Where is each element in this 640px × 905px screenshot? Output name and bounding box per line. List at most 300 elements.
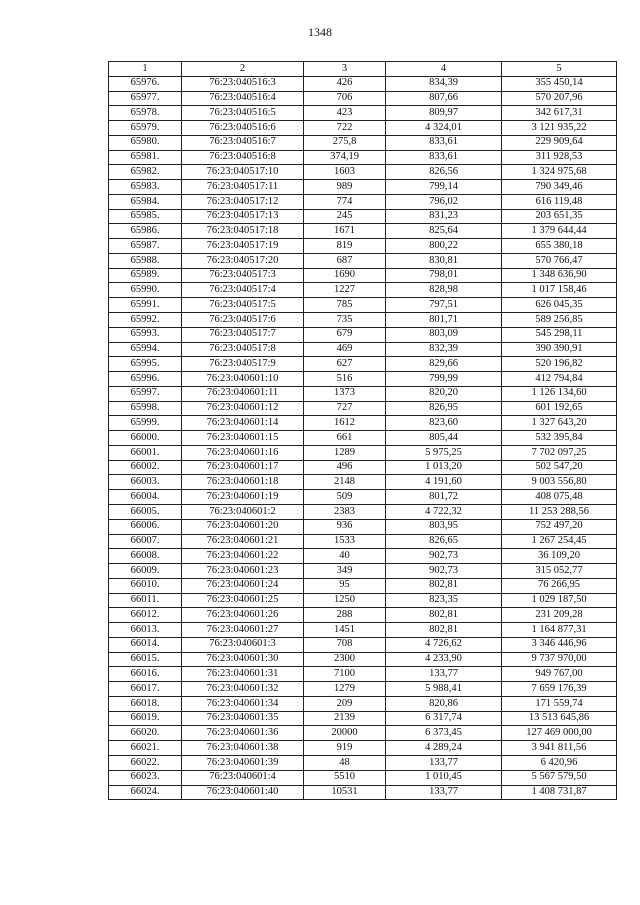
value-cell: 203 651,35 bbox=[502, 209, 617, 224]
value-cell: 3 121 935,22 bbox=[502, 121, 617, 136]
cadastral-number-cell: 76:23:040601:22 bbox=[182, 549, 304, 564]
value-cell: 3 346 446,96 bbox=[502, 637, 617, 652]
cadastral-number-cell: 76:23:040601:19 bbox=[182, 490, 304, 505]
row-number-cell: 66013. bbox=[109, 623, 182, 638]
area-cell: 735 bbox=[304, 313, 386, 328]
row-number-cell: 65988. bbox=[109, 253, 182, 268]
row-number-cell: 65979. bbox=[109, 121, 182, 136]
value-cell: 408 075,48 bbox=[502, 490, 617, 505]
value-cell: 655 380,18 bbox=[502, 239, 617, 254]
cadastral-number-cell: 76:23:040517:8 bbox=[182, 342, 304, 357]
row-number-cell: 66021. bbox=[109, 741, 182, 756]
rate-cell: 825,64 bbox=[386, 224, 502, 239]
row-number-cell: 65980. bbox=[109, 135, 182, 150]
cadastral-number-cell: 76:23:040516:3 bbox=[182, 76, 304, 91]
table-row bbox=[109, 785, 617, 800]
cadastral-number-cell: 76:23:040601:18 bbox=[182, 475, 304, 490]
value-cell: 6 420,96 bbox=[502, 755, 617, 770]
area-cell: 679 bbox=[304, 327, 386, 342]
row-number-cell: 65999. bbox=[109, 416, 182, 431]
rate-cell: 1 010,45 bbox=[386, 770, 502, 785]
value-cell: 5 567 579,50 bbox=[502, 770, 617, 785]
value-cell: 76 266,95 bbox=[502, 578, 617, 593]
area-cell: 1612 bbox=[304, 416, 386, 431]
table-row bbox=[109, 726, 617, 741]
row-number-cell: 66024. bbox=[109, 785, 182, 800]
cadastral-number-cell: 76:23:040601:16 bbox=[182, 445, 304, 460]
cadastral-number-cell: 76:23:040601:39 bbox=[182, 755, 304, 770]
area-cell: 95 bbox=[304, 578, 386, 593]
value-cell: 570 207,96 bbox=[502, 91, 617, 106]
row-number-cell: 65990. bbox=[109, 283, 182, 298]
value-cell: 7 702 097,25 bbox=[502, 445, 617, 460]
table-row bbox=[109, 519, 617, 534]
table-row bbox=[109, 711, 617, 726]
cadastral-number-cell: 76:23:040517:10 bbox=[182, 165, 304, 180]
rate-cell: 802,81 bbox=[386, 623, 502, 638]
table-row bbox=[109, 534, 617, 549]
value-cell: 11 253 288,56 bbox=[502, 504, 617, 519]
cadastral-number-cell: 76:23:040601:32 bbox=[182, 682, 304, 697]
table-row bbox=[109, 741, 617, 756]
rate-cell: 801,71 bbox=[386, 313, 502, 328]
value-cell: 1 126 134,60 bbox=[502, 386, 617, 401]
rate-cell: 4 191,60 bbox=[386, 475, 502, 490]
rate-cell: 4 324,01 bbox=[386, 121, 502, 136]
cadastral-number-cell: 76:23:040517:13 bbox=[182, 209, 304, 224]
table-row bbox=[109, 593, 617, 608]
cadastral-number-cell: 76:23:040601:26 bbox=[182, 608, 304, 623]
row-number-cell: 66016. bbox=[109, 667, 182, 682]
row-number-cell: 66012. bbox=[109, 608, 182, 623]
table-row bbox=[109, 460, 617, 475]
cadastral-number-cell: 76:23:040601:24 bbox=[182, 578, 304, 593]
area-cell: 661 bbox=[304, 431, 386, 446]
row-number-cell: 66005. bbox=[109, 504, 182, 519]
rate-cell: 829,66 bbox=[386, 357, 502, 372]
rate-cell: 801,72 bbox=[386, 490, 502, 505]
cadastral-number-cell: 76:23:040517:3 bbox=[182, 268, 304, 283]
table-row bbox=[109, 372, 617, 387]
cadastral-number-cell: 76:23:040517:12 bbox=[182, 194, 304, 209]
row-number-cell: 66006. bbox=[109, 519, 182, 534]
area-cell: 1289 bbox=[304, 445, 386, 460]
cadastral-number-cell: 76:23:040517:7 bbox=[182, 327, 304, 342]
cadastral-number-cell: 76:23:040517:20 bbox=[182, 253, 304, 268]
cadastral-number-cell: 76:23:040601:36 bbox=[182, 726, 304, 741]
area-cell: 687 bbox=[304, 253, 386, 268]
row-number-cell: 65992. bbox=[109, 313, 182, 328]
row-number-cell: 66022. bbox=[109, 755, 182, 770]
cadastral-number-cell: 76:23:040517:4 bbox=[182, 283, 304, 298]
area-cell: 989 bbox=[304, 180, 386, 195]
rate-cell: 820,86 bbox=[386, 696, 502, 711]
value-cell: 9 737 970,00 bbox=[502, 652, 617, 667]
value-cell: 3 941 811,56 bbox=[502, 741, 617, 756]
table-row bbox=[109, 253, 617, 268]
area-cell: 774 bbox=[304, 194, 386, 209]
rate-cell: 4 722,32 bbox=[386, 504, 502, 519]
rate-cell: 133,77 bbox=[386, 785, 502, 800]
area-cell: 1603 bbox=[304, 165, 386, 180]
table-body bbox=[109, 76, 617, 800]
row-number-cell: 66011. bbox=[109, 593, 182, 608]
area-cell: 516 bbox=[304, 372, 386, 387]
cadastral-number-cell: 76:23:040601:4 bbox=[182, 770, 304, 785]
value-cell: 790 349,46 bbox=[502, 180, 617, 195]
area-cell: 1690 bbox=[304, 268, 386, 283]
table-row bbox=[109, 682, 617, 697]
rate-cell: 803,95 bbox=[386, 519, 502, 534]
row-number-cell: 66009. bbox=[109, 564, 182, 579]
value-cell: 13 513 645,86 bbox=[502, 711, 617, 726]
rate-cell: 797,51 bbox=[386, 298, 502, 313]
area-cell: 10531 bbox=[304, 785, 386, 800]
area-cell: 2383 bbox=[304, 504, 386, 519]
value-cell: 390 390,91 bbox=[502, 342, 617, 357]
rate-cell: 796,02 bbox=[386, 194, 502, 209]
cadastral-number-cell: 76:23:040517:19 bbox=[182, 239, 304, 254]
area-cell: 209 bbox=[304, 696, 386, 711]
value-cell: 1 379 644,44 bbox=[502, 224, 617, 239]
cadastral-number-cell: 76:23:040601:40 bbox=[182, 785, 304, 800]
cadastral-number-cell: 76:23:040517:6 bbox=[182, 313, 304, 328]
area-cell: 627 bbox=[304, 357, 386, 372]
cadastral-number-cell: 76:23:040601:31 bbox=[182, 667, 304, 682]
value-cell: 1 164 877,31 bbox=[502, 623, 617, 638]
row-number-cell: 65984. bbox=[109, 194, 182, 209]
area-cell: 1373 bbox=[304, 386, 386, 401]
area-cell: 819 bbox=[304, 239, 386, 254]
rate-cell: 5 988,41 bbox=[386, 682, 502, 697]
table-row bbox=[109, 239, 617, 254]
table-row bbox=[109, 106, 617, 121]
table-row bbox=[109, 755, 617, 770]
table-row bbox=[109, 564, 617, 579]
rate-cell: 830,81 bbox=[386, 253, 502, 268]
area-cell: 20000 bbox=[304, 726, 386, 741]
value-cell: 171 559,74 bbox=[502, 696, 617, 711]
rate-cell: 807,66 bbox=[386, 91, 502, 106]
column-header-4: 4 bbox=[386, 62, 502, 77]
rate-cell: 802,81 bbox=[386, 608, 502, 623]
table-row bbox=[109, 180, 617, 195]
value-cell: 1 267 254,45 bbox=[502, 534, 617, 549]
table-row bbox=[109, 91, 617, 106]
rate-cell: 799,99 bbox=[386, 372, 502, 387]
cadastral-number-cell: 76:23:040516:4 bbox=[182, 91, 304, 106]
area-cell: 469 bbox=[304, 342, 386, 357]
area-cell: 5510 bbox=[304, 770, 386, 785]
header-row bbox=[109, 62, 617, 77]
rate-cell: 828,98 bbox=[386, 283, 502, 298]
area-cell: 708 bbox=[304, 637, 386, 652]
cadastral-number-cell: 76:23:040601:12 bbox=[182, 401, 304, 416]
area-cell: 936 bbox=[304, 519, 386, 534]
table-row bbox=[109, 268, 617, 283]
area-cell: 2148 bbox=[304, 475, 386, 490]
table-row bbox=[109, 637, 617, 652]
area-cell: 496 bbox=[304, 460, 386, 475]
row-number-cell: 65989. bbox=[109, 268, 182, 283]
cadastral-number-cell: 76:23:040601:15 bbox=[182, 431, 304, 446]
table-row bbox=[109, 608, 617, 623]
cadastral-number-cell: 76:23:040601:35 bbox=[182, 711, 304, 726]
value-cell: 1 408 731,87 bbox=[502, 785, 617, 800]
column-header-1: 1 bbox=[109, 62, 182, 77]
table-row bbox=[109, 135, 617, 150]
rate-cell: 823,60 bbox=[386, 416, 502, 431]
row-number-cell: 66003. bbox=[109, 475, 182, 490]
column-header-2: 2 bbox=[182, 62, 304, 77]
row-number-cell: 65993. bbox=[109, 327, 182, 342]
area-cell: 1671 bbox=[304, 224, 386, 239]
area-cell: 1533 bbox=[304, 534, 386, 549]
cadastral-number-cell: 76:23:040601:14 bbox=[182, 416, 304, 431]
cadastral-number-cell: 76:23:040601:20 bbox=[182, 519, 304, 534]
cadastral-number-cell: 76:23:040601:27 bbox=[182, 623, 304, 638]
rate-cell: 831,23 bbox=[386, 209, 502, 224]
value-cell: 127 469 000,00 bbox=[502, 726, 617, 741]
rate-cell: 805,44 bbox=[386, 431, 502, 446]
cadastral-number-cell: 76:23:040601:11 bbox=[182, 386, 304, 401]
rate-cell: 4 289,24 bbox=[386, 741, 502, 756]
rate-cell: 833,61 bbox=[386, 150, 502, 165]
value-cell: 36 109,20 bbox=[502, 549, 617, 564]
value-cell: 355 450,14 bbox=[502, 76, 617, 91]
value-cell: 315 052,77 bbox=[502, 564, 617, 579]
table-row bbox=[109, 357, 617, 372]
table-row bbox=[109, 342, 617, 357]
rate-cell: 826,65 bbox=[386, 534, 502, 549]
row-number-cell: 65998. bbox=[109, 401, 182, 416]
area-cell: 2300 bbox=[304, 652, 386, 667]
table-row bbox=[109, 770, 617, 785]
table-row bbox=[109, 76, 617, 91]
rate-cell: 902,73 bbox=[386, 549, 502, 564]
area-cell: 423 bbox=[304, 106, 386, 121]
table-row bbox=[109, 623, 617, 638]
rate-cell: 798,01 bbox=[386, 268, 502, 283]
rate-cell: 6 373,45 bbox=[386, 726, 502, 741]
table-row bbox=[109, 150, 617, 165]
table-row bbox=[109, 165, 617, 180]
table-row bbox=[109, 490, 617, 505]
cadastral-number-cell: 76:23:040516:5 bbox=[182, 106, 304, 121]
value-cell: 1 324 975,68 bbox=[502, 165, 617, 180]
value-cell: 570 766,47 bbox=[502, 253, 617, 268]
table-row bbox=[109, 445, 617, 460]
table-row bbox=[109, 667, 617, 682]
value-cell: 1 327 643,20 bbox=[502, 416, 617, 431]
cadastral-number-cell: 76:23:040601:23 bbox=[182, 564, 304, 579]
area-cell: 919 bbox=[304, 741, 386, 756]
row-number-cell: 66023. bbox=[109, 770, 182, 785]
rate-cell: 6 317,74 bbox=[386, 711, 502, 726]
value-cell: 949 767,00 bbox=[502, 667, 617, 682]
row-number-cell: 65994. bbox=[109, 342, 182, 357]
cadastral-number-cell: 76:23:040516:6 bbox=[182, 121, 304, 136]
row-number-cell: 66004. bbox=[109, 490, 182, 505]
rate-cell: 133,77 bbox=[386, 667, 502, 682]
value-cell: 589 256,85 bbox=[502, 313, 617, 328]
table-row bbox=[109, 313, 617, 328]
row-number-cell: 65983. bbox=[109, 180, 182, 195]
table-row bbox=[109, 283, 617, 298]
cadastral-number-cell: 76:23:040517:5 bbox=[182, 298, 304, 313]
area-cell: 426 bbox=[304, 76, 386, 91]
rate-cell: 832,39 bbox=[386, 342, 502, 357]
row-number-cell: 65987. bbox=[109, 239, 182, 254]
row-number-cell: 66001. bbox=[109, 445, 182, 460]
row-number-cell: 65977. bbox=[109, 91, 182, 106]
table-row bbox=[109, 209, 617, 224]
table-row bbox=[109, 475, 617, 490]
cadastral-number-cell: 76:23:040517:11 bbox=[182, 180, 304, 195]
value-cell: 229 909,64 bbox=[502, 135, 617, 150]
cadastral-number-cell: 76:23:040601:3 bbox=[182, 637, 304, 652]
value-cell: 1 348 636,90 bbox=[502, 268, 617, 283]
cadastral-number-cell: 76:23:040516:8 bbox=[182, 150, 304, 165]
area-cell: 275,8 bbox=[304, 135, 386, 150]
rate-cell: 1 013,20 bbox=[386, 460, 502, 475]
rate-cell: 4 726,62 bbox=[386, 637, 502, 652]
cadastral-number-cell: 76:23:040601:10 bbox=[182, 372, 304, 387]
row-number-cell: 66019. bbox=[109, 711, 182, 726]
data-table bbox=[108, 61, 617, 800]
row-number-cell: 66018. bbox=[109, 696, 182, 711]
row-number-cell: 65986. bbox=[109, 224, 182, 239]
table-row bbox=[109, 194, 617, 209]
page-number: 1348 bbox=[308, 25, 332, 39]
value-cell: 626 045,35 bbox=[502, 298, 617, 313]
value-cell: 231 209,28 bbox=[502, 608, 617, 623]
row-number-cell: 65985. bbox=[109, 209, 182, 224]
area-cell: 2139 bbox=[304, 711, 386, 726]
cadastral-number-cell: 76:23:040517:18 bbox=[182, 224, 304, 239]
cadastral-number-cell: 76:23:040601:25 bbox=[182, 593, 304, 608]
table-row bbox=[109, 431, 617, 446]
value-cell: 412 794,84 bbox=[502, 372, 617, 387]
rate-cell: 820,20 bbox=[386, 386, 502, 401]
table-row bbox=[109, 121, 617, 136]
area-cell: 288 bbox=[304, 608, 386, 623]
rate-cell: 809,97 bbox=[386, 106, 502, 121]
rate-cell: 802,81 bbox=[386, 578, 502, 593]
value-cell: 545 298,11 bbox=[502, 327, 617, 342]
area-cell: 1279 bbox=[304, 682, 386, 697]
value-cell: 7 659 176,39 bbox=[502, 682, 617, 697]
value-cell: 342 617,31 bbox=[502, 106, 617, 121]
value-cell: 520 196,82 bbox=[502, 357, 617, 372]
area-cell: 48 bbox=[304, 755, 386, 770]
area-cell: 245 bbox=[304, 209, 386, 224]
table-row bbox=[109, 504, 617, 519]
area-cell: 722 bbox=[304, 121, 386, 136]
rate-cell: 799,14 bbox=[386, 180, 502, 195]
row-number-cell: 65995. bbox=[109, 357, 182, 372]
rate-cell: 826,95 bbox=[386, 401, 502, 416]
table-row bbox=[109, 298, 617, 313]
row-number-cell: 65997. bbox=[109, 386, 182, 401]
table-row bbox=[109, 696, 617, 711]
rate-cell: 826,56 bbox=[386, 165, 502, 180]
row-number-cell: 65996. bbox=[109, 372, 182, 387]
cadastral-number-cell: 76:23:040601:21 bbox=[182, 534, 304, 549]
row-number-cell: 65976. bbox=[109, 76, 182, 91]
table-row bbox=[109, 386, 617, 401]
row-number-cell: 65981. bbox=[109, 150, 182, 165]
rate-cell: 902,73 bbox=[386, 564, 502, 579]
cadastral-number-cell: 76:23:040517:9 bbox=[182, 357, 304, 372]
cadastral-number-cell: 76:23:040601:38 bbox=[182, 741, 304, 756]
row-number-cell: 66002. bbox=[109, 460, 182, 475]
rate-cell: 5 975,25 bbox=[386, 445, 502, 460]
row-number-cell: 66000. bbox=[109, 431, 182, 446]
area-cell: 349 bbox=[304, 564, 386, 579]
area-cell: 509 bbox=[304, 490, 386, 505]
row-number-cell: 66007. bbox=[109, 534, 182, 549]
rate-cell: 133,77 bbox=[386, 755, 502, 770]
cadastral-number-cell: 76:23:040516:7 bbox=[182, 135, 304, 150]
area-cell: 1451 bbox=[304, 623, 386, 638]
value-cell: 1 029 187,50 bbox=[502, 593, 617, 608]
row-number-cell: 65978. bbox=[109, 106, 182, 121]
column-header-3: 3 bbox=[304, 62, 386, 77]
cadastral-number-cell: 76:23:040601:34 bbox=[182, 696, 304, 711]
area-cell: 1250 bbox=[304, 593, 386, 608]
rate-cell: 800,22 bbox=[386, 239, 502, 254]
value-cell: 532 395,84 bbox=[502, 431, 617, 446]
area-cell: 7100 bbox=[304, 667, 386, 682]
row-number-cell: 66014. bbox=[109, 637, 182, 652]
rate-cell: 4 233,90 bbox=[386, 652, 502, 667]
table-row bbox=[109, 327, 617, 342]
column-header-5: 5 bbox=[502, 62, 617, 77]
area-cell: 40 bbox=[304, 549, 386, 564]
cadastral-number-cell: 76:23:040601:30 bbox=[182, 652, 304, 667]
rate-cell: 833,61 bbox=[386, 135, 502, 150]
rate-cell: 834,39 bbox=[386, 76, 502, 91]
value-cell: 1 017 158,46 bbox=[502, 283, 617, 298]
table-row bbox=[109, 652, 617, 667]
cadastral-number-cell: 76:23:040601:2 bbox=[182, 504, 304, 519]
row-number-cell: 66010. bbox=[109, 578, 182, 593]
value-cell: 9 003 556,80 bbox=[502, 475, 617, 490]
row-number-cell: 65991. bbox=[109, 298, 182, 313]
area-cell: 1227 bbox=[304, 283, 386, 298]
cadastral-number-cell: 76:23:040601:17 bbox=[182, 460, 304, 475]
table-row bbox=[109, 578, 617, 593]
table-row bbox=[109, 549, 617, 564]
row-number-cell: 66017. bbox=[109, 682, 182, 697]
value-cell: 752 497,20 bbox=[502, 519, 617, 534]
rate-cell: 823,35 bbox=[386, 593, 502, 608]
row-number-cell: 66008. bbox=[109, 549, 182, 564]
table-row bbox=[109, 416, 617, 431]
row-number-cell: 65982. bbox=[109, 165, 182, 180]
value-cell: 502 547,20 bbox=[502, 460, 617, 475]
value-cell: 601 192,65 bbox=[502, 401, 617, 416]
area-cell: 706 bbox=[304, 91, 386, 106]
area-cell: 785 bbox=[304, 298, 386, 313]
table-row bbox=[109, 224, 617, 239]
rate-cell: 803,09 bbox=[386, 327, 502, 342]
row-number-cell: 66020. bbox=[109, 726, 182, 741]
area-cell: 374,19 bbox=[304, 150, 386, 165]
value-cell: 311 928,53 bbox=[502, 150, 617, 165]
row-number-cell: 66015. bbox=[109, 652, 182, 667]
